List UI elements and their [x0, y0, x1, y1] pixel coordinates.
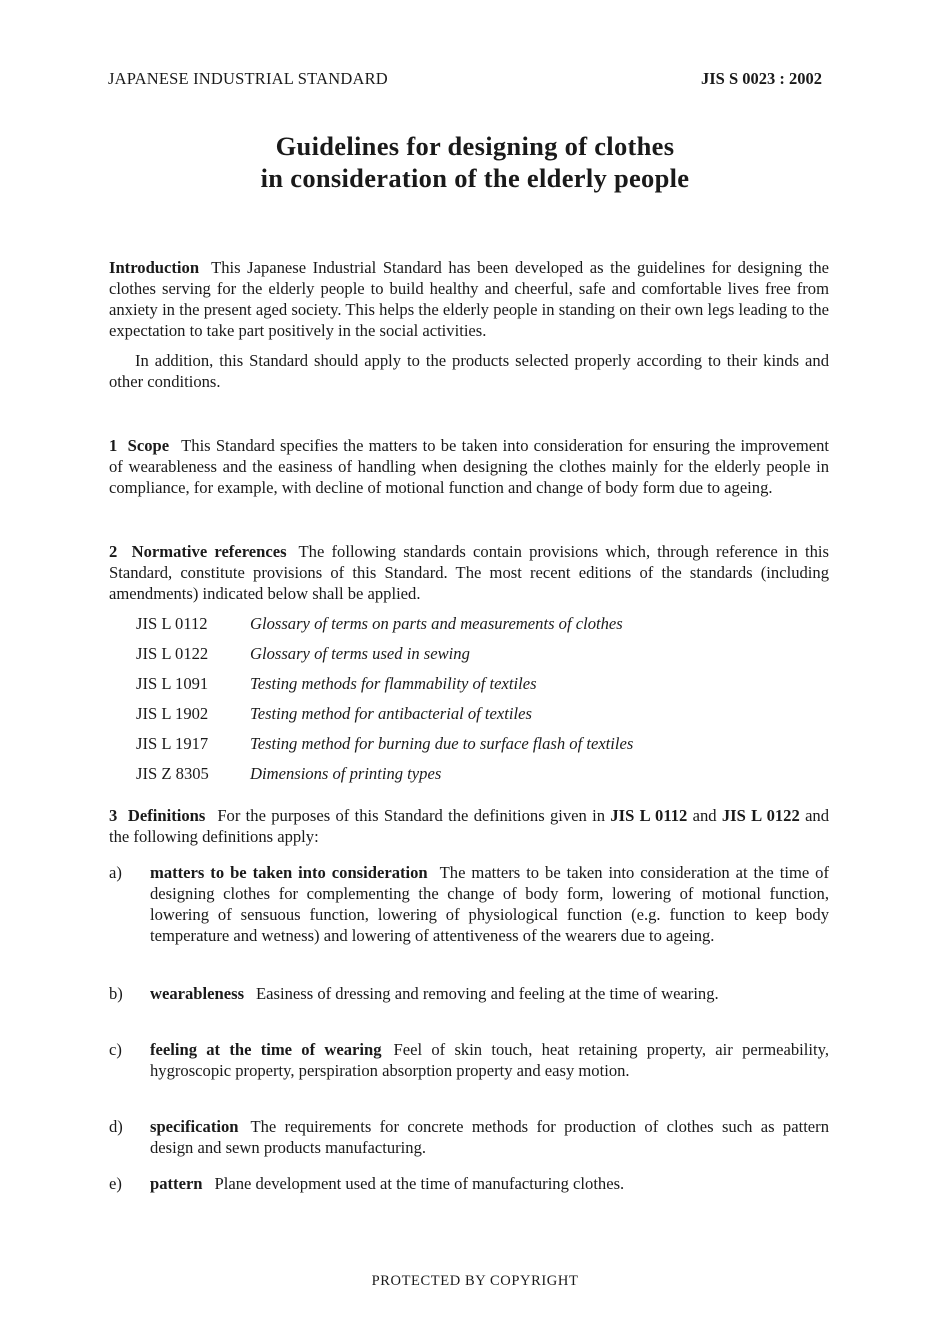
- reference-item: [136, 642, 633, 672]
- reference-item: [136, 732, 633, 762]
- introduction-paragraph: [109, 257, 829, 341]
- definition-text: Feel of skin touch, heat retaining property, air permeability, hygroscopic property, perspiration absorption property and easy motion.: [150, 1040, 829, 1080]
- document-title: [0, 130, 950, 194]
- definition-letter: d): [109, 1117, 123, 1136]
- definitions-intro-b: and the following definitions apply:: [109, 806, 830, 846]
- scope-heading: Scope: [127, 436, 170, 455]
- reference-title: Glossary of terms used in sewing: [250, 644, 470, 663]
- definitions-ref-1: JIS L 0112: [610, 806, 688, 825]
- title-line-2: in consideration of the elderly people: [260, 163, 690, 193]
- definition-term: wearableness: [150, 984, 245, 1003]
- definition-item-d: [109, 1116, 829, 1158]
- definition-letter: a): [109, 863, 122, 882]
- definitions-number: 3: [109, 806, 118, 825]
- definition-item-c: [109, 1039, 829, 1081]
- reference-title: Dimensions of printing types: [250, 764, 442, 783]
- normative-heading: Normative references: [131, 542, 287, 561]
- definition-text: Plane development used at the time of manufacturing clothes.: [214, 1174, 625, 1193]
- reference-item: [136, 762, 633, 792]
- reference-title: Testing method for antibacterial of textiles: [250, 704, 532, 723]
- reference-code: JIS L 1091: [136, 674, 209, 693]
- definitions-ref-2: JIS L 0122: [721, 806, 800, 825]
- introduction-text: This Japanese Industrial Standard has been developed as the guidelines for designing the clothes serving for the elderly people to build healthy and cheerful, safe and comfortable lives free from anxiety in the present aged society. This helps the elderly people in standing on their own legs leading to the expectation to take part positively in the social activities.: [109, 258, 829, 340]
- definition-text: The requirements for concrete methods for production of clothes such as pattern design and sewn products manufacturing.: [150, 1117, 829, 1157]
- scope-section: [109, 435, 829, 498]
- definition-item-a: [109, 862, 829, 946]
- definition-term: matters to be taken into consideration: [150, 863, 428, 882]
- definition-letter: c): [109, 1040, 122, 1059]
- normative-references-section: [109, 541, 829, 604]
- definitions-intro-a: For the purposes of this Standard the definitions given in: [217, 806, 606, 825]
- reference-code: JIS L 0122: [136, 644, 209, 663]
- reference-item: [136, 672, 633, 702]
- normative-number: 2: [109, 542, 118, 561]
- scope-text: This Standard specifies the matters to be taken into consideration for ensuring the improvement of wearableness and the easiness of handling when designing the clothes mainly for the elderly people in compliance, for example, with decline of motional function and change of body form due to ageing.: [109, 436, 830, 497]
- reference-item: [136, 612, 633, 642]
- definitions-heading: Definitions: [127, 806, 206, 825]
- reference-title: Testing method for burning due to surface flash of textiles: [250, 734, 634, 753]
- reference-list: [136, 612, 633, 792]
- definition-letter: b): [109, 984, 123, 1003]
- introduction-section: [109, 257, 829, 392]
- reference-code: JIS L 1917: [136, 734, 209, 753]
- scope-number: 1: [109, 436, 118, 455]
- header-standard-name: JAPANESE INDUSTRIAL STANDARD: [108, 69, 388, 88]
- definition-term: pattern: [150, 1174, 203, 1193]
- header-standard-number: JIS S 0023 : 2002: [700, 69, 822, 88]
- reference-code: JIS L 1902: [136, 704, 209, 723]
- normative-text: The following standards contain provisions which, through reference in this Standard, constitute provisions of this Standard. The most recent editions of the standards (including amendments) indicated below shall be applied.: [109, 542, 829, 603]
- introduction-heading: Introduction: [109, 258, 200, 277]
- definition-letter: e): [109, 1174, 122, 1193]
- reference-item: [136, 702, 633, 732]
- reference-title: Testing methods for flammability of textiles: [250, 674, 537, 693]
- reference-code: JIS L 0112: [136, 614, 208, 633]
- definition-term: specification: [150, 1117, 239, 1136]
- reference-title: Glossary of terms on parts and measurements of clothes: [250, 614, 623, 633]
- title-line-1: Guidelines for designing of clothes: [275, 131, 675, 161]
- definition-text: The matters to be taken into consideration at the time of designing clothes for complementing the change of body form, lowering of motional function, lowering of sensuous function, lowering of physiological function (e.g. function to keep body temperature and wetness) and lowering of attentiveness of the wearers due to ageing.: [150, 863, 829, 945]
- definition-item-e: [109, 1173, 829, 1194]
- definitions-and: and: [692, 806, 717, 825]
- introduction-paragraph-2: In addition, this Standard should apply to the products selected properly according to their kinds and other conditions.: [109, 351, 829, 391]
- definition-term: feeling at the time of wearing: [150, 1040, 382, 1059]
- copyright-footer: PROTECTED BY COPYRIGHT: [371, 1273, 579, 1289]
- definition-item-b: [109, 983, 829, 1004]
- definitions-section: [109, 805, 829, 847]
- reference-code: JIS Z 8305: [136, 764, 209, 783]
- definition-text: Easiness of dressing and removing and feeling at the time of wearing.: [256, 984, 719, 1003]
